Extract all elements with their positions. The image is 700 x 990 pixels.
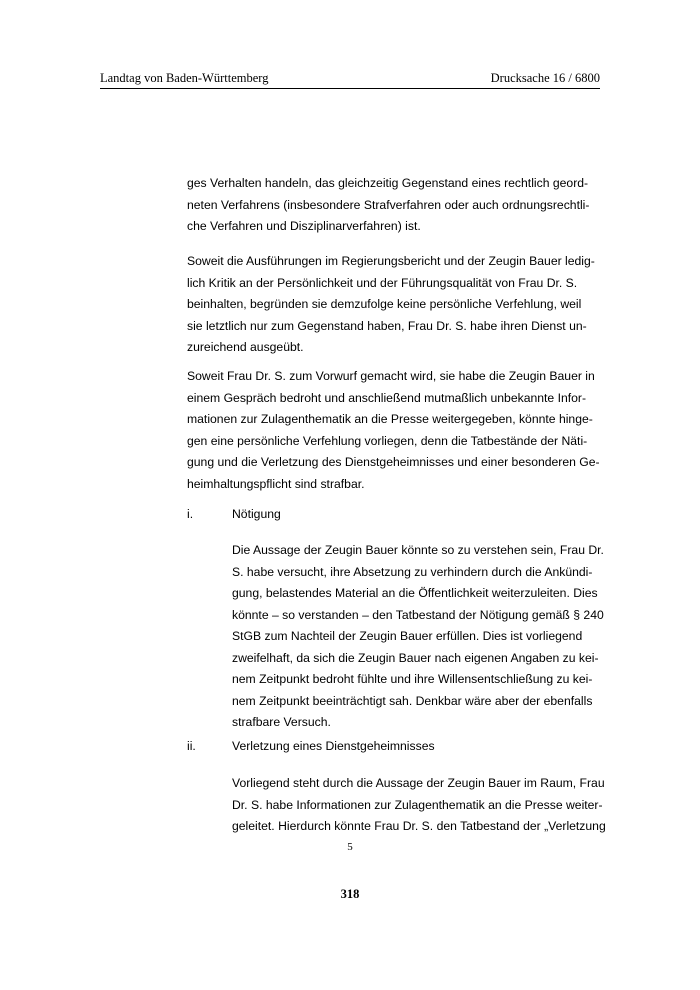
text-line: heimhaltungspflicht sind strafbar. <box>187 476 365 491</box>
item-heading-1 <box>187 504 281 526</box>
text-line: Vorliegend steht durch die Aussage der Zeugin Bauer im Raum, Frau <box>232 776 605 790</box>
header-right: Drucksache 16 / 6800 <box>490 71 600 85</box>
text-line: Dr. S. habe Informationen zur Zulagenthematik an die Presse weiter- <box>232 797 603 812</box>
text-line: zureichend ausgeübt. <box>187 340 304 354</box>
text-line: geleitet. Hierdurch könnte Frau Dr. S. den Tatbestand der „Verletzung <box>232 819 606 833</box>
paragraph-1 <box>187 173 590 238</box>
inner-page-number: 5 <box>347 841 353 853</box>
text-line: nem Zeitpunkt beeinträchtigt sah. Denkbar wäre aber der ebenfalls <box>232 693 593 708</box>
header-rule <box>100 88 600 89</box>
paragraph-3 <box>187 366 600 495</box>
text-line: nem Zeitpunkt bedroht fühlte und ihre Willensentschließung zu kei- <box>232 672 593 686</box>
text-line: zweifelhaft, da sich die Zeugin Bauer nach eigenen Angaben zu kei- <box>232 650 599 665</box>
text-line: neten Verfahrens (insbesondere Strafverfahren oder auch ordnungsrechtli- <box>187 197 590 212</box>
text-line: gung, belastendes Material an die Öffentlichkeit weiterzuleiten. Dies <box>232 586 598 600</box>
text-line: lich Kritik an der Persönlichkeit und der Führungsqualität von Frau Dr. S. <box>187 275 578 290</box>
text-line: Soweit Frau Dr. S. zum Vorwurf gemacht wird, sie habe die Zeugin Bauer in <box>187 369 595 383</box>
item-heading-2 <box>187 736 435 758</box>
item-2-text <box>232 773 606 838</box>
item-title: Nötigung <box>232 507 281 521</box>
text-line: ges Verhalten handeln, das gleichzeitig Gegenstand eines rechtlich geord- <box>187 176 589 190</box>
text-line: Die Aussage der Zeugin Bauer könnte so zu verstehen sein, Frau Dr. <box>232 543 604 557</box>
text-line: Soweit die Ausführungen im Regierungsbericht und der Zeugin Bauer ledig- <box>187 254 595 268</box>
text-line: che Verfahren und Disziplinarverfahren) ist. <box>187 219 421 233</box>
item-1-text <box>232 540 604 734</box>
text-line: gung und die Verletzung des Dienstgeheimnisses und einer besonderen Ge- <box>187 455 600 469</box>
text-line: sie letztlich nur zum Gegenstand haben, Frau Dr. S. habe ihren Dienst un- <box>187 318 587 333</box>
text-line: S. habe versucht, ihre Absetzung zu verhindern durch die Ankündi- <box>232 564 593 579</box>
item-number: ii. <box>187 739 196 753</box>
text-line: einem Gespräch bedroht und anschließend mutmaßlich unbekannte Infor- <box>187 390 587 405</box>
item-number: i. <box>187 507 194 521</box>
text-line: strafbare Versuch. <box>232 715 331 729</box>
text-line: gen eine persönliche Verfehlung vorliegen, denn die Tatbestände der Näti- <box>187 433 588 448</box>
paragraph-2 <box>187 251 595 359</box>
text-line: könnte – so verstanden – den Tatbestand der Nötigung gemäß § 240 <box>232 607 604 622</box>
page-number: 318 <box>340 887 360 901</box>
header-left: Landtag von Baden-Württemberg <box>100 71 269 85</box>
text-line: beinhalten, begründen sie demzufolge keine persönliche Verfehlung, weil <box>187 297 582 311</box>
page-header <box>100 71 600 86</box>
text-line: mationen zur Zulagenthematik an die Presse weitergegeben, könnte hinge- <box>187 412 593 426</box>
item-title: Verletzung eines Dienstgeheimnisses <box>232 739 435 753</box>
text-line: StGB zum Nachteil der Zeugin Bauer erfüllen. Dies ist vorliegend <box>232 629 583 643</box>
